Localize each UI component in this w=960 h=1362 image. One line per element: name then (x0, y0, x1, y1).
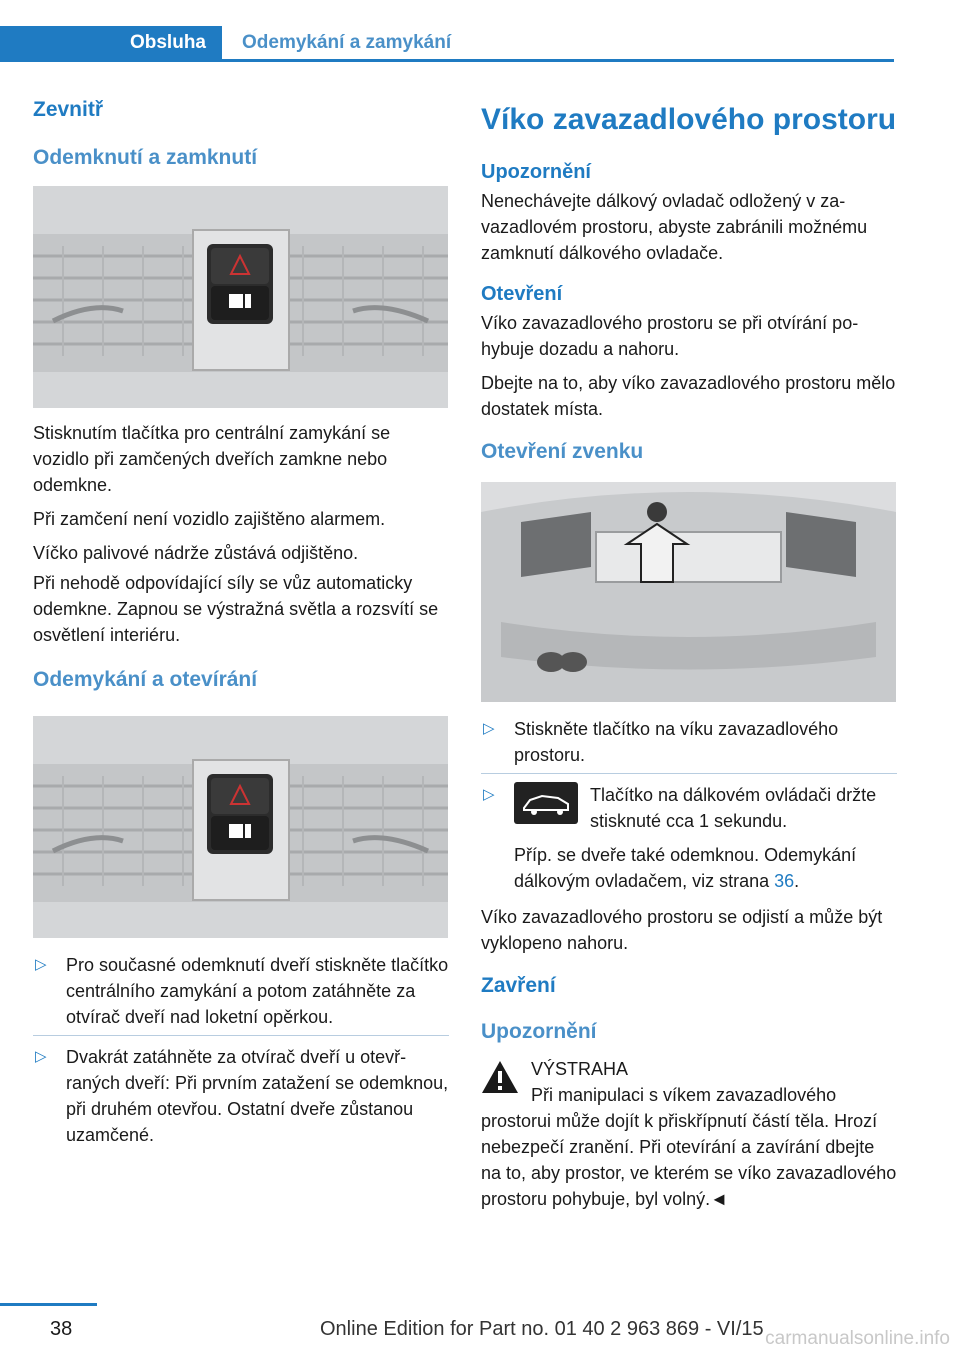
list-item: ▷ Tlačítko na dálkovém ovládači držte stisknuté cca 1 sekundu. Příp. se dveře také odemknou. Odemykání dálkovým ovladačem, viz strana 36. (481, 782, 897, 894)
triangle-bullet-icon: ▷ (35, 1048, 47, 1065)
page-number: 38 (50, 1318, 73, 1340)
trunk-lid-image (481, 482, 896, 702)
page-title: Víko zavazadlového prostoru (481, 103, 897, 136)
list-item-text: Dvakrát zatáhněte za otvírač dveří u otevřraných dveří: Při prvním zatažení se odemknou, při druhém otevřou. Ostatní dveře zůstanou uzamčené. (66, 1047, 449, 1145)
list-item-note: Příp. se dveře také odemknou. Odemykání dálkovým ovladačem, viz strana (514, 845, 857, 891)
heading-close-notice: Upozornění (481, 1020, 597, 1043)
paragraph-notice: Nenechávejte dálkový ovladač odložený v zavazadlovém prostoru, abyste zabránili možnému zamknutí dálkového ovladače. (481, 191, 868, 263)
heading-closing: Zavření (481, 974, 556, 997)
paragraph-alarm: Při zamčení není vozidlo zajištěno alarmem. (33, 509, 386, 529)
paragraph-fuel-flap: Víčko palivové nádrže zůstává odjištěno. (33, 543, 359, 563)
heading-unlock-open: Odemykání a otevírání (33, 668, 258, 691)
heading-inside: Zevnitř (33, 98, 104, 121)
edition-info: Online Edition for Part no. 01 40 2 963 869 - VI/15 (320, 1318, 764, 1340)
trunk-remote-button-icon (514, 782, 578, 824)
warning-title: VÝSTRAHA (531, 1059, 629, 1079)
paragraph-opening-1: Víko zavazadlového prostoru se při otvírání pohybuje dozadu a nahoru. (481, 313, 859, 359)
central-lock-button-image-2 (33, 716, 448, 938)
list-item (33, 952, 449, 1030)
chapter-tab: Odemykání a zamykání (222, 26, 894, 62)
heading-opening: Otevření (481, 283, 563, 305)
triangle-bullet-icon: ▷ (35, 956, 47, 973)
paragraph-central-lock: Stisknutím tlačítka pro centrální zamykání se vozidlo při zamčených dveřích zamkne nebo odemkne. (33, 423, 391, 495)
open-outside-list (481, 716, 897, 894)
footer-rule (0, 1303, 97, 1306)
warning-text: Při manipulaci s víkem zavazadlového prostorui může dojít k přiskřípnutí částí těla. Hrozí nebezpečí zranění. Při otevírání a zavírání dbejte na to, aby prostor, ve kterém se víko zavazadlového prostoru pohybuje, byl volný.◄ (481, 1085, 897, 1209)
heading-unlock-lock: Odemknutí a zamknutí (33, 146, 258, 169)
left-column (33, 96, 449, 1158)
warning-block (481, 1056, 897, 1212)
paragraph-opening-2: Dbejte na to, aby víko zavazadlového prostoru mělo dostatek místa. (481, 373, 896, 419)
heading-open-outside: Otevření zvenku (481, 440, 644, 463)
paragraph-unlatch: Víko zavazadlového prostoru se odjistí a může být vyklopeno nahoru. (481, 907, 883, 953)
central-lock-button-image-1 (33, 186, 448, 408)
page-link[interactable]: 36 (774, 871, 795, 891)
list-item-text: Pro současné odemknutí dveří stiskněte tlačítko centrálního zamykání a potom zatáhněte za otvírač dveří nad loketní opěrkou. (66, 955, 449, 1027)
warning-icon (481, 1060, 519, 1094)
list-item (481, 716, 897, 768)
section-tab: Obsluha (0, 26, 222, 62)
watermark: carmanualsonline.info (765, 1328, 950, 1349)
triangle-bullet-icon: ▷ (483, 720, 495, 737)
list-item (33, 1044, 449, 1148)
paragraph-accident: Při nehodě odpovídající síly se vůz automaticky odemkne. Zapnou se výstražná světla a rozsvítí se osvětlení interiéru. (33, 573, 439, 645)
list-item-text: Stiskněte tlačítko na víku zavazadlového prostoru. (514, 719, 839, 765)
page-header (0, 0, 960, 62)
right-column (481, 100, 897, 1212)
triangle-bullet-icon: ▷ (483, 786, 495, 803)
heading-notice: Upozornění (481, 161, 591, 183)
unlock-open-list (33, 952, 449, 1148)
list-item-text: Tlačítko na dálkovém ovládači držte stisknuté cca 1 sekundu. (590, 785, 877, 831)
